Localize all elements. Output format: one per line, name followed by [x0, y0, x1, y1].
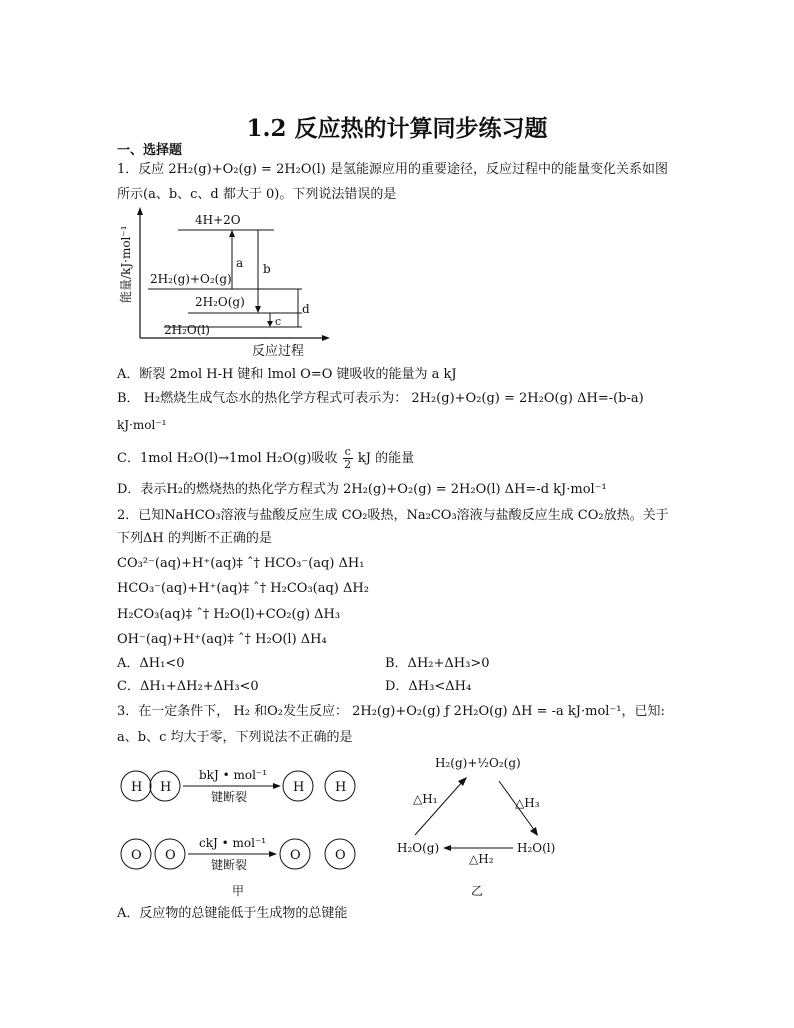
q1-option-c [117, 446, 414, 471]
arrow-b-label: b [263, 262, 271, 276]
o2-bond-energy: ckJ • mol⁻¹ [199, 836, 267, 850]
atom-o-1-label: O [131, 848, 142, 863]
page-title: 1.2 反应热的计算同步练习题 [246, 115, 548, 142]
fraction-denominator: 2 [344, 458, 352, 471]
arrow-a-label: a [236, 256, 244, 270]
dh3-label: △H₃ [515, 796, 540, 810]
q1-option-c-text: C．1mol H₂O(l)→1mol H₂O(g)吸收 [117, 451, 338, 466]
y-axis-label: 能量/kJ·mol⁻¹ [119, 225, 133, 303]
q2-equation-2: HCO₃⁻(aq)+H⁺(aq)‡ ˆ† H₂CO₃(aq) ΔH₂ [117, 581, 369, 596]
arrow-a-head [229, 230, 235, 237]
arrow-c-head [267, 321, 273, 327]
dh2-label: △H₂ [469, 852, 494, 866]
q1-stem-line2: 所示(a、b、c、d 都大于 0)。下列说法错误的是 [117, 187, 397, 202]
atom-o-2-label: O [165, 848, 176, 863]
h2-bond-energy: bkJ • mol⁻¹ [199, 768, 268, 782]
q2-option-b: B．ΔH₂+ΔH₃>0 [385, 656, 490, 671]
q3-stem-line1: 3．在一定条件下， H₂ 和O₂发生反应： 2H₂(g)+O₂(g) ƒ 2H₂O(g) ΔH = -a kJ·mol⁻¹，已知: [117, 704, 665, 719]
hess-cycle-figure [395, 745, 575, 900]
x-axis-label: 反应过程 [252, 344, 305, 359]
energy-diagram [112, 205, 332, 360]
figure-yi-caption: 乙 [471, 884, 484, 898]
atom-h-3-label: H [293, 780, 305, 795]
level-4h2o-label: 4H+2O [195, 213, 241, 227]
arrow-dh2-head [443, 845, 451, 851]
cycle-right-state: H₂O(l) [517, 841, 556, 855]
q2-equation-1: CO₃²⁻(aq)+H⁺(aq)‡ ˆ† HCO₃⁻(aq) ΔH₁ [117, 556, 365, 571]
q1-option-c-suffix: kJ 的能量 [357, 451, 415, 466]
q2-option-c: C．ΔH₁+ΔH₂+ΔH₃<0 [117, 679, 259, 694]
h2-break-label: 键断裂 [211, 790, 248, 804]
q2-equation-4: OH⁻(aq)+H⁺(aq)‡ ˆ† H₂O(l) ΔH₄ [117, 632, 327, 647]
o2-break-label: 键断裂 [211, 858, 248, 872]
fraction-numerator: c [344, 445, 351, 458]
level-water-gas-label: 2H₂O(g) [195, 295, 245, 309]
x-axis-arrowhead [322, 335, 330, 341]
level-water-liquid-label: 2H₂O(l) [164, 323, 210, 337]
section-heading: 一、选择题 [117, 143, 183, 158]
figure-jia-caption: 甲 [232, 884, 245, 898]
atom-h-1-label: H [131, 780, 143, 795]
q3-option-a: A．反应物的总键能低于生成物的总键能 [117, 906, 348, 921]
bracket-d-label: d [302, 302, 310, 316]
cycle-top-state: H₂(g)+½O₂(g) [435, 756, 521, 770]
q1-stem-line1: 1．反应 2H₂(g)+O₂(g) = 2H₂O(l) 是氢能源应用的重要途径，反应过程中的能量变化关系如图 [117, 162, 668, 177]
q2-equation-3: H₂CO₃(aq)‡ ˆ† H₂O(l)+CO₂(g) ΔH₃ [117, 607, 341, 622]
atom-o-4-label: O [335, 848, 346, 863]
q3-stem-line2: a、b、c 均大于零，下列说法不正确的是 [117, 730, 353, 745]
q2-stem-line2: 下列ΔH 的判断不正确的是 [117, 531, 272, 546]
fraction-c-over-2 [343, 446, 353, 471]
o2-break-arrowhead [269, 851, 277, 857]
q1-option-d: D．表示H₂的燃烧热的热化学方程式为 2H₂(g)+O₂(g) = 2H₂O(l) ΔH=-d kJ·mol⁻¹ [117, 482, 607, 497]
q1-option-a: A．断裂 2mol H-H 键和 lmol O=O 键吸收的能量为 a kJ [117, 367, 457, 382]
q2-stem-line1: 2．已知NaHCO₃溶液与盐酸反应生成 CO₂吸热，Na₂CO₃溶液与盐酸反应生成 CO₂放热。关于 [117, 508, 669, 523]
q1-option-b-unit: kJ·mol⁻¹ [117, 418, 167, 432]
arrow-dh1 [415, 781, 463, 835]
arrow-dh3-head [530, 827, 538, 836]
h2-break-arrowhead [273, 783, 281, 789]
bond-breaking-figure [115, 758, 365, 898]
level-reactants-label: 2H₂(g)+O₂(g) [150, 272, 232, 286]
cycle-left-state: H₂O(g) [397, 841, 440, 855]
q1-option-b: B． H₂燃烧生成气态水的热化学方程式可表示为： 2H₂(g)+O₂(g) = 2H₂O(g) ΔH=-(b-a) [117, 391, 644, 406]
y-axis-arrowhead [137, 207, 143, 215]
atom-h-2-label: H [160, 780, 172, 795]
q2-option-d: D．ΔH₃<ΔH₄ [385, 679, 472, 694]
atom-o-3-label: O [290, 848, 301, 863]
atom-h-4-label: H [335, 780, 347, 795]
dh1-label: △H₁ [413, 792, 438, 806]
q2-option-a: A．ΔH₁<0 [117, 656, 185, 671]
arrow-b-head [255, 306, 261, 313]
arrow-c-label: c [275, 315, 282, 328]
